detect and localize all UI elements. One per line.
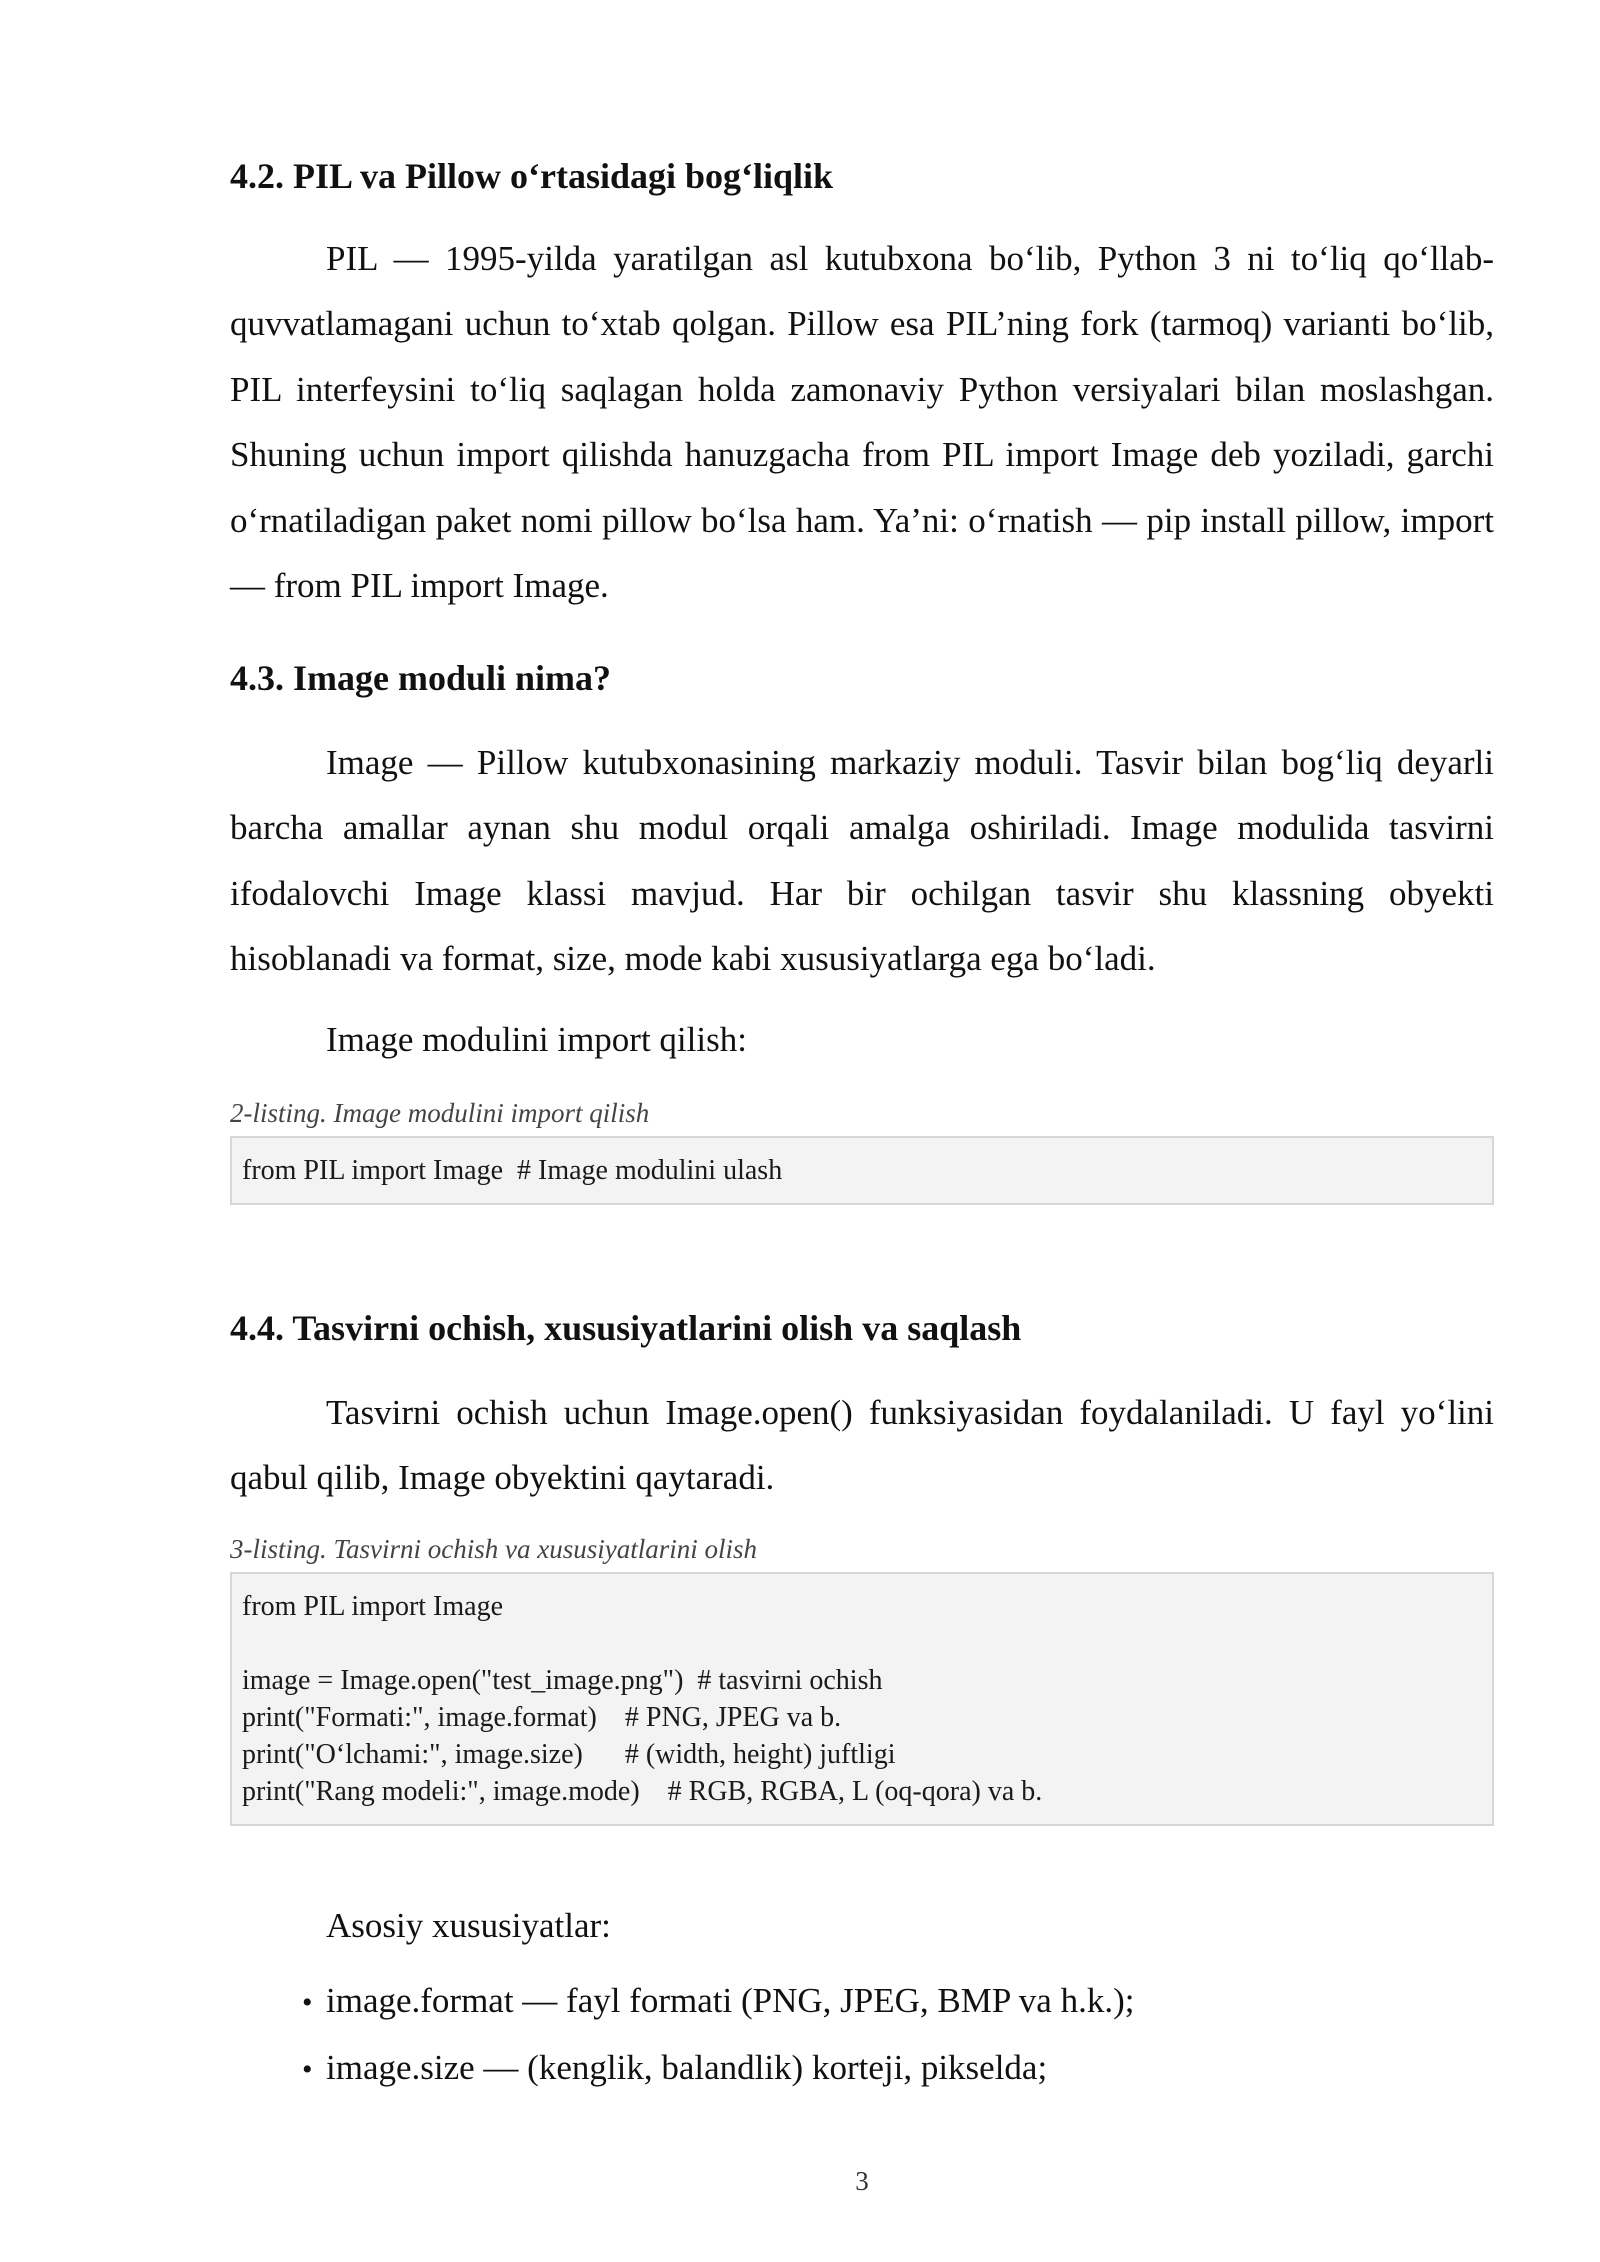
paragraph-image-module: Image — Pillow kutubxonasining markaziy moduli. Tasvir bilan bog‘liq deyarli barcha amallar aynan shu modul orqali amalga oshiriladi. Image modulida tasvirni ifodalovchi Image klassi mavjud. Har bir ochilgan tasvir shu klassning obyekti hisoblanadi va format, size, mode kabi xususiyatlarga ega bo‘ladi. (230, 743, 1494, 979)
list-item (302, 1968, 1134, 2035)
properties-list (302, 1968, 1134, 2103)
code-line: print("Formati:", image.format) # PNG, JPEG va b. (242, 1702, 842, 1733)
paragraph-pil-pillow: PIL — 1995-yilda yaratilgan asl kutubxona bo‘lib, Python 3 ni to‘liq qo‘llab-quvvatlamagani uchun to‘xtab qolgan. Pillow esa PIL’ning fork (tarmoq) varianti bo‘lib, PIL interfeysini to‘liq saqlagan holda zamonaviy Python versiyalari bilan moslashgan. Shuning uchun import qilishda hanuzgacha from PIL import Image deb yoziladi, garchi o‘rnatiladigan paket nomi pillow bo‘lsa ham. Ya’ni: o‘rnatish — pip install pillow, import — from PIL import Image. (230, 239, 1494, 606)
listing-3-code-block (230, 1572, 1494, 1826)
code-line-blank (242, 1625, 1482, 1662)
section-heading-4-4: 4.4. Tasvirni ochish, xususiyatlarini olish va saqlash (230, 1308, 1022, 1348)
code-line: print("O‘lchami:", image.size) # (width, height) juftligi (242, 1739, 896, 1770)
section-heading-4-3: 4.3. Image moduli nima? (230, 658, 612, 698)
bullet-icon: • (302, 2053, 313, 2087)
listing-2-code-block (230, 1136, 1494, 1205)
listing-2-caption: 2-listing. Image modulini import qilish (230, 1098, 650, 1128)
section-heading-4-2: 4.2. PIL va Pillow o‘rtasidagi bog‘liqlik (230, 156, 834, 196)
import-intro-text: Image modulini import qilish: (326, 1020, 747, 1059)
list-item-text: image.size — (kenglik, balandlik) korteji, pikselda; (326, 2048, 1048, 2088)
list-item (302, 2035, 1134, 2102)
list-item-text: image.format — fayl formati (PNG, JPEG, BMP va h.k.); (326, 1981, 1135, 2020)
listing-3-caption: 3-listing. Tasvirni ochish va xususiyatlarini olish (230, 1534, 758, 1564)
code-line: from PIL import Image (242, 1591, 504, 1622)
properties-intro-text: Asosiy xususiyatlar: (326, 1906, 611, 1945)
paragraph-open-image: Tasvirni ochish uchun Image.open() funksiyasidan foydalaniladi. U fayl yo‘lini qabul qilib, Image obyektini qaytaradi. (230, 1393, 1494, 1498)
page-number: 3 (855, 2166, 869, 2196)
code-line: image = Image.open("test_image.png") # tasvirni ochish (242, 1665, 883, 1696)
code-line: print("Rang modeli:", image.mode) # RGB, RGBA, L (oq-qora) va b. (242, 1776, 1043, 1807)
bullet-icon: • (302, 1986, 313, 2019)
document-page (230, 0, 1494, 2262)
code-line: from PIL import Image # Image modulini ulash (242, 1155, 783, 1186)
